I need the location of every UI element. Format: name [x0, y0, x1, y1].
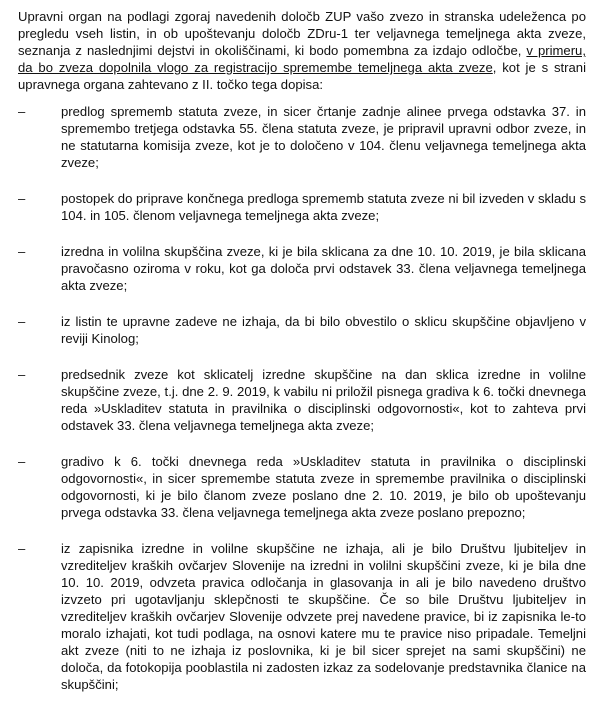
bullet-dash: –	[18, 104, 26, 119]
list-item	[18, 190, 586, 224]
bullet-dash: –	[18, 191, 26, 206]
list-item-text: predsednik zveze kot sklicatelj izredne skupščine na dan sklica izredne in volilne skupščine zveze, t.j. dne 2. 9. 2019, k vabilu ni priložil pisnega gradiva k 6. točki dnevnega reda »Uskladitev statuta in pravilnika o disciplinski odgovornosti«, kot to zahteva prvi odstavek 33. člena veljavnega temeljnega akta zveze;	[61, 367, 586, 433]
findings-list	[18, 103, 586, 693]
bullet-dash: –	[18, 244, 26, 259]
list-item	[18, 366, 586, 434]
list-item-text: postopek do priprave končnega predloga sprememb statuta zveze ni bil izveden v skladu s 104. in 105. členom veljavnega temeljnega akta zveze;	[61, 191, 586, 223]
bullet-dash: –	[18, 314, 26, 329]
document-page	[18, 8, 586, 712]
list-item-text: iz zapisnika izredne in volilne skupščine ne izhaja, ali je bilo Društvu ljubiteljev in vzrediteljev kraških ovčarjev Slovenije na izredni in volilni skupščini zveze, ki je bila dne 10. 10. 2019, odvzeta pravica odločanja in glasovanja in ali je bilo navedeno društvo izvzeto pri ugotavljanju sklepčnosti te skupščine. Če so bile Društvu ljubiteljev in vzrediteljev kraških ovčarjev Slovenije odvzete prej navedene pravice, bi iz zapisnika le-to moralo izhajati, kot tudi podlaga, na osnovi katere mu te pravice niso pripadale. Temeljni akt zveze (niti to ne izhaja iz poslovnika, ki je bil sicer sprejet na sami skupščini) ne določa, da fotokopija pooblastila ni zadosten izkaz za sodelovanje predstavnika članice na skupščini;	[61, 541, 586, 692]
list-item-text: izredna in volilna skupščina zveze, ki je bila sklicana za dne 10. 10. 2019, je bila sklicana pravočasno oziroma v roku, kot ga določa prvi odstavek 33. člena veljavnega temeljnega akta zveze;	[61, 244, 586, 293]
bullet-dash: –	[18, 541, 26, 556]
intro-underlined-text: v primeru, da bo zveza dopolnila vlogo za registracijo spremembe temeljnega akta zveze	[18, 43, 586, 75]
bullet-dash: –	[18, 367, 26, 382]
list-item	[18, 453, 586, 521]
intro-paragraph	[18, 8, 586, 93]
list-item-text: gradivo k 6. točki dnevnega reda »Uskladitev statuta in pravilnika o disciplinski odgovornosti«, in sicer spremembe statuta zveze in spremembe pravilnika o disciplinski odgovornosti, ki je bilo članom zveze poslano dne 2. 10. 2019, je bilo ob upoštevanju prvega odstavka 33. člena veljavnega temeljnega akta zveze poslano prepozno;	[61, 454, 586, 520]
list-item-text: iz listin te upravne zadeve ne izhaja, da bi bilo obvestilo o sklicu skupščine objavljeno v reviji Kinolog;	[61, 314, 586, 346]
list-item	[18, 540, 586, 693]
bullet-dash: –	[18, 454, 26, 469]
list-item	[18, 103, 586, 171]
intro-text-end: , kot je s strani upravnega organa zahtevano z II. točko tega dopisa:	[18, 60, 586, 92]
list-item	[18, 313, 586, 347]
list-item	[18, 243, 586, 294]
intro-text: Upravni organ na podlagi zgoraj navedenih določb ZUP vašo zvezo in stranska udeleženca po pregledu vseh listin, in ob upoštevanju določb ZDru-1 ter veljavnega temeljnega akta zveze, seznanja z naslednjimi dejstvi in okoliščinami, ki bodo pomembna za izdajo odločbe,	[18, 9, 586, 58]
list-item-text: predlog sprememb statuta zveze, in sicer črtanje zadnje alinee prvega odstavka 37. in spremembo tretjega odstavka 55. člena statuta zveze, je pripravil upravni odbor zveze, in ne statutarna komisija zveze, kot je to določeno v 104. členu veljavnega temeljnega akta zveze;	[61, 104, 586, 170]
